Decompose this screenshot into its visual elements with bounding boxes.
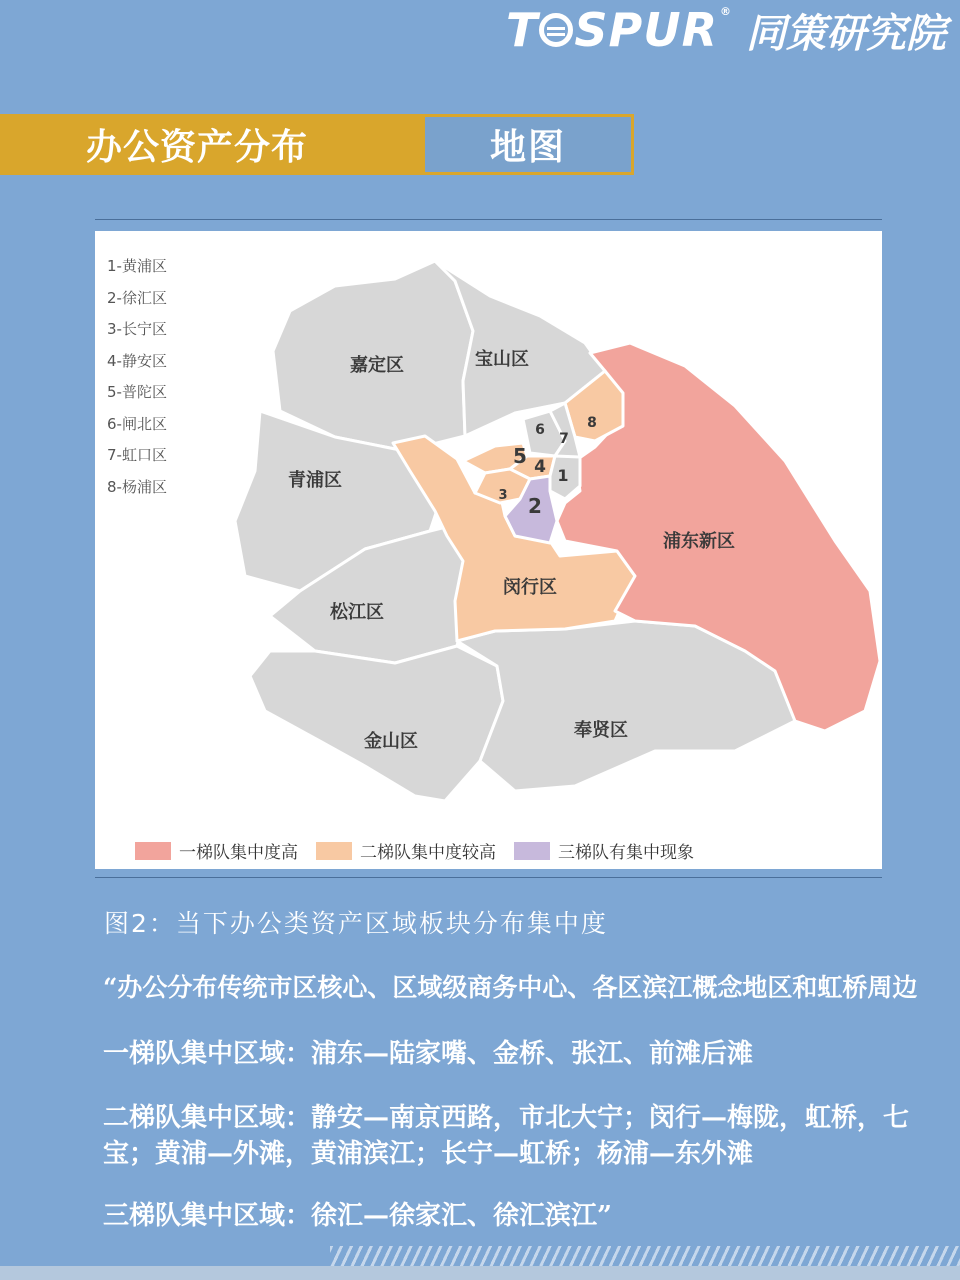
label-district-4: 4 <box>534 457 546 477</box>
bottom-bar <box>0 1266 960 1280</box>
district-jinshan <box>250 646 503 801</box>
divider-top <box>95 219 882 220</box>
brand-wordmark: T SPUR ® <box>505 3 732 57</box>
label-district-2: 2 <box>528 494 542 518</box>
section-title-text: 办公资产分布 <box>86 127 309 168</box>
legend-label-tier1: 一梯队集中度高 <box>179 843 298 863</box>
district-key-item: 5-普陀区 <box>107 383 167 401</box>
district-key-item: 3-长宁区 <box>107 320 167 338</box>
label-fengxian: 奉贤区 <box>574 720 628 741</box>
label-district-8: 8 <box>587 415 597 431</box>
legend-swatch-tier2 <box>316 842 352 860</box>
section-title <box>0 114 422 175</box>
section-subtitle-text: 地图 <box>489 127 566 168</box>
label-qingpu: 青浦区 <box>288 470 342 491</box>
legend-swatch-tier1 <box>135 842 171 860</box>
map-panel <box>95 231 882 869</box>
paragraph-tier2: 二梯队集中区域：静安—南京西路，市北大宁；闵行—梅陇，虹桥，七宝；黄浦—外滩，黄浦滨江；长宁—虹桥；杨浦—东外滩 <box>103 1103 910 1169</box>
label-pudong: 浦东新区 <box>663 531 735 552</box>
label-jiading: 嘉定区 <box>350 355 404 376</box>
label-songjiang: 松江区 <box>330 602 384 623</box>
registered-mark: ® <box>720 5 732 18</box>
brand-chinese-name: 同策研究院 <box>746 10 946 57</box>
label-district-3: 3 <box>498 488 508 503</box>
district-key-item: 4-静安区 <box>107 351 167 370</box>
legend-label-tier3: 三梯队有集中现象 <box>558 843 694 863</box>
district-key-item: 2-徐汇区 <box>107 288 167 307</box>
district-key-item: 6-闸北区 <box>107 414 167 433</box>
legend-swatch-tier3 <box>514 842 550 860</box>
globe-icon <box>539 13 573 47</box>
brand-logo <box>506 2 946 58</box>
section-subtitle <box>422 114 634 175</box>
district-key-item: 7-虹口区 <box>107 446 167 464</box>
paragraph-summary: “办公分布传统市区核心、区域级商务中心、各区滨江概念地区和虹桥周边 <box>103 973 918 1002</box>
district-key-item: 1-黄浦区 <box>107 257 167 275</box>
label-baoshan: 宝山区 <box>475 349 529 370</box>
district-key-list <box>107 251 167 503</box>
label-jinshan: 金山区 <box>364 731 418 752</box>
paragraph-tier1: 一梯队集中区域：浦东—陆家嘴、金桥、张江、前滩后滩 <box>103 1039 754 1069</box>
label-minhang: 闵行区 <box>503 577 557 598</box>
shanghai-district-map <box>95 231 882 869</box>
paragraph-tier3: 三梯队集中区域：徐汇—徐家汇、徐汇滨江” <box>103 1201 612 1231</box>
decorative-stripes <box>330 1246 960 1266</box>
legend-item-tier2 <box>316 838 496 863</box>
label-district-5: 5 <box>513 444 527 468</box>
district-key-item: 8-杨浦区 <box>107 477 167 496</box>
label-district-7: 7 <box>559 431 569 447</box>
legend-label-tier2: 二梯队集中度较高 <box>360 843 496 863</box>
divider-bottom <box>95 877 882 878</box>
figure-caption: 图2：当下办公类资产区域板块分布集中度 <box>104 909 608 938</box>
legend-item-tier1 <box>135 838 298 863</box>
map-legend <box>135 838 712 863</box>
label-district-1: 1 <box>557 466 569 485</box>
legend-item-tier3 <box>514 838 694 863</box>
label-district-6: 6 <box>535 422 545 438</box>
